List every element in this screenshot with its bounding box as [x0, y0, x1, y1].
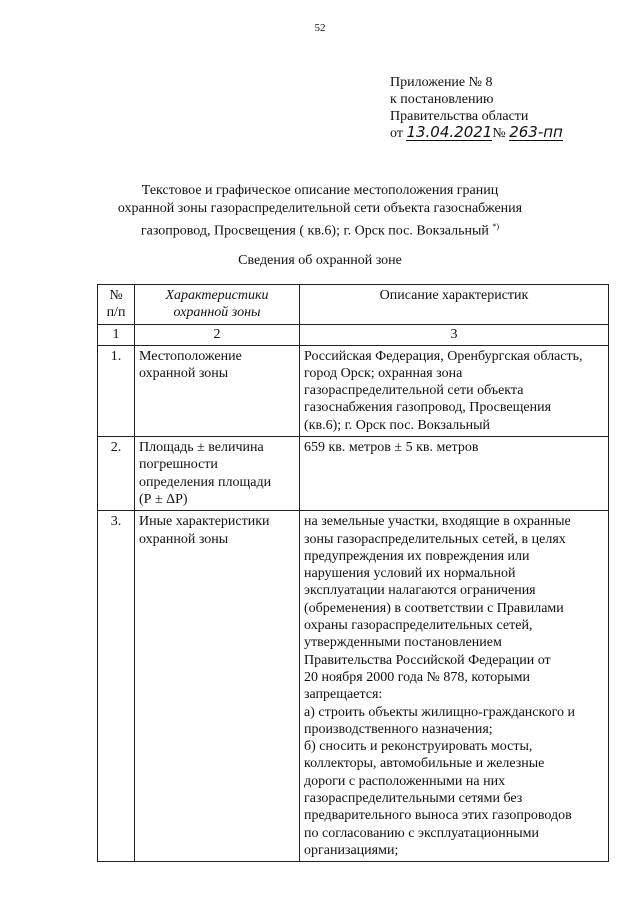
- characteristic-line: Местоположение: [139, 348, 242, 364]
- table-header-row: [98, 285, 609, 325]
- description-line: 659 кв. метров ± 5 кв. метров: [304, 440, 479, 456]
- description-line: 20 ноября 2000 года № 878, которыми: [304, 669, 531, 685]
- description-line: нарушения условий их нормальной: [304, 566, 516, 582]
- title-line-1: Текстовое и графическое описание местоположения границ: [141, 183, 499, 198]
- row-description: [300, 437, 609, 511]
- description-line: утвержденными постановлением: [304, 635, 502, 651]
- title-footnote-mark: *): [492, 222, 500, 231]
- characteristic-line: охранной зоны: [139, 365, 229, 381]
- row-description: [300, 345, 609, 436]
- description-line: организациями;: [304, 842, 399, 858]
- page-number: 52: [314, 22, 326, 34]
- document-title: [100, 182, 540, 241]
- column-number: 2: [135, 324, 300, 345]
- description-line: эксплуатации налагаются ограничения: [304, 583, 536, 599]
- from-label: от: [390, 126, 403, 141]
- header-characteristic-line: охранной зоны: [173, 305, 261, 321]
- table-row-other: [98, 511, 609, 862]
- header-characteristic: [135, 285, 300, 325]
- header-num-line: №: [109, 288, 123, 303]
- description-line: производственного назначения;: [304, 721, 493, 737]
- description-line: газораспределительными сетями без: [304, 791, 523, 807]
- row-num: 3.: [98, 511, 135, 862]
- description-line: охраны газораспределительных сетей,: [304, 618, 533, 634]
- header-description: Описание характеристик: [300, 285, 609, 325]
- appendix-date-line: [390, 125, 563, 142]
- column-number: 1: [98, 324, 135, 345]
- number-label: №: [492, 126, 506, 141]
- zone-info-table: [97, 284, 609, 862]
- row-description: [300, 511, 609, 862]
- description-line: по согласованию с эксплуатационными: [304, 825, 539, 841]
- appendix-government-label: Правительства области: [390, 109, 529, 124]
- appendix-resolution-label: к постановлению: [390, 92, 494, 107]
- description-line: а) строить объекты жилищно-гражданского и: [304, 704, 575, 720]
- description-line: Российская Федерация, Оренбургская область,: [304, 348, 583, 364]
- column-number-row: [98, 324, 609, 345]
- header-num: [98, 285, 135, 325]
- title-line-3: [100, 218, 540, 241]
- description-line: зоны газораспределительных сетей, в целях: [304, 531, 566, 547]
- description-line: Правительства Российской Федерации от: [304, 652, 551, 668]
- header-characteristic-line: Характеристики: [165, 288, 269, 303]
- table-row-area: [98, 437, 609, 511]
- row-num: 1.: [98, 345, 135, 436]
- column-number: 3: [300, 324, 609, 345]
- characteristic-line: (Р ± ΔР): [139, 491, 188, 507]
- description-line: запрещается:: [304, 687, 383, 703]
- row-characteristic: [135, 437, 300, 511]
- description-line: город Орск; охранная зона: [304, 365, 463, 381]
- row-characteristic: [135, 511, 300, 862]
- description-line: газоснабжения газопровод, Просвещения: [304, 400, 552, 416]
- description-line: предварительного выноса этих газопроводов: [304, 808, 572, 824]
- table-row-location: [98, 345, 609, 436]
- description-line: (обременения) в соответствии с Правилами: [304, 600, 564, 616]
- characteristic-line: охранной зоны: [139, 531, 229, 547]
- appendix-block: [390, 74, 563, 142]
- characteristic-line: Иные характеристики: [139, 514, 270, 530]
- row-num: 2.: [98, 437, 135, 511]
- row-characteristic: [135, 345, 300, 436]
- handwritten-number: 263-пп: [509, 123, 563, 141]
- description-line: на земельные участки, входящие в охранные: [304, 514, 571, 530]
- title-line-3-text: газопровод, Просвещения ( кв.6); г. Орск пос. Вокзальный: [140, 223, 489, 239]
- appendix-title: Приложение № 8: [390, 75, 493, 90]
- handwritten-date: 13.04.2021: [406, 123, 493, 141]
- description-line: б) сносить и реконструировать мосты,: [304, 739, 533, 755]
- description-line: коллекторы, автомобильные и железные: [304, 756, 545, 772]
- description-line: газораспределительной сети объекта: [304, 383, 524, 399]
- title-line-2: охранной зоны газораспределительной сети объекта газоснабжения: [117, 201, 523, 216]
- description-line: (кв.6); г. Орск пос. Вокзальный: [304, 417, 491, 433]
- description-line: предупреждения их повреждения или: [304, 548, 530, 564]
- section-title: Сведения об охранной зоне: [238, 253, 402, 268]
- header-num-line: п/п: [106, 305, 126, 321]
- characteristic-line: определения площади: [139, 474, 272, 490]
- description-line: дороги с расположенными на них: [304, 773, 506, 789]
- characteristic-line: Площадь ± величина: [139, 440, 264, 456]
- characteristic-line: погрешности: [139, 457, 218, 473]
